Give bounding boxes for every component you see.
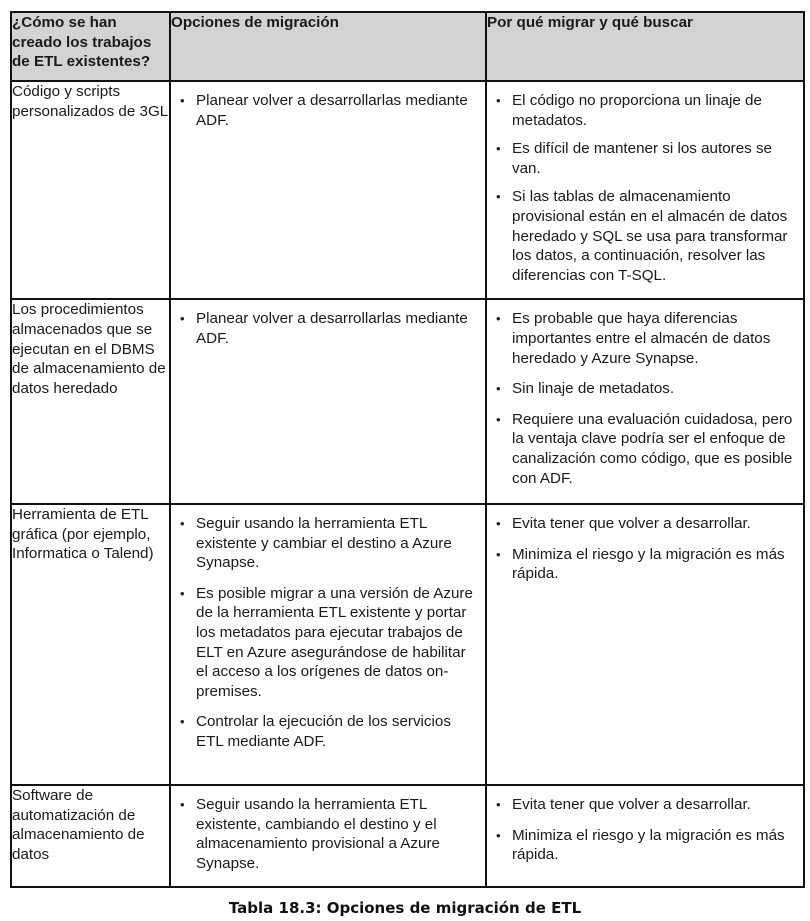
etl-migration-table <box>10 11 805 888</box>
bullet-item: • Si las tablas de almacenamiento provisional están en el almacén de datos heredado y SQL se usa para transformar los datos, a continuación, resolver las diferencias con T-SQL. <box>495 187 795 285</box>
source-cell: Software de automatización de almacenamiento de datos <box>11 785 170 887</box>
table-row <box>11 504 804 785</box>
reasons-cell <box>486 785 804 887</box>
table-row <box>11 299 804 504</box>
bullet-item: • Seguir usando la herramienta ETL existente y cambiar el destino a Azure Synapse. <box>179 514 477 573</box>
source-cell: Los procedimientos almacenados que se ejecutan en el DBMS de almacenamiento de datos heredado <box>11 299 170 504</box>
bullet-item: • Evita tener que volver a desarrollar. <box>495 514 795 534</box>
bullet-item: • Es probable que haya diferencias importantes entre el almacén de datos heredado y Azure Synapse. <box>495 309 795 368</box>
bullet-item: • Minimiza el riesgo y la migración es más rápida. <box>495 545 795 584</box>
table-row <box>11 785 804 887</box>
header-reasons: Por qué migrar y qué buscar <box>486 12 804 81</box>
reasons-cell <box>486 81 804 299</box>
bullet-item: • Es difícil de mantener si los autores se van. <box>495 139 795 178</box>
reasons-cell <box>486 504 804 785</box>
bullet-item: • Planear volver a desarrollarlas mediante ADF. <box>179 309 477 348</box>
bullet-item: • Seguir usando la herramienta ETL existente, cambiando el destino y el almacenamiento provisional a Azure Synapse. <box>179 795 477 873</box>
bullet-item: • Sin linaje de metadatos. <box>495 379 795 399</box>
options-cell <box>170 785 486 887</box>
bullet-item: • Minimiza el riesgo y la migración es más rápida. <box>495 826 795 865</box>
header-source: ¿Cómo se han creado los trabajos de ETL existentes? <box>11 12 170 81</box>
reasons-cell <box>486 299 804 504</box>
bullet-item: • Evita tener que volver a desarrollar. <box>495 795 795 815</box>
bullet-item: • Planear volver a desarrollarlas mediante ADF. <box>179 91 477 130</box>
bullet-item: • Controlar la ejecución de los servicios ETL mediante ADF. <box>179 712 477 751</box>
source-cell: Código y scripts personalizados de 3GL <box>11 81 170 299</box>
bullet-item: • Es posible migrar a una versión de Azure de la herramienta ETL existente y portar los metadatos para ejecutar trabajos de ELT en Azure asegurándose de habilitar el acceso a los orígenes de datos on-premises. <box>179 584 477 702</box>
header-options: Opciones de migración <box>170 12 486 81</box>
bullet-item: • Requiere una evaluación cuidadosa, pero la ventaja clave podría ser el enfoque de canalización como código, que es posible con ADF. <box>495 410 795 488</box>
bullet-item: • El código no proporciona un linaje de metadatos. <box>495 91 795 130</box>
source-cell: Herramienta de ETL gráfica (por ejemplo, Informatica o Talend) <box>11 504 170 785</box>
table-caption: Tabla 18.3: Opciones de migración de ETL <box>228 899 582 917</box>
options-cell <box>170 504 486 785</box>
header-row <box>11 12 804 81</box>
options-cell <box>170 81 486 299</box>
options-cell <box>170 299 486 504</box>
table-row <box>11 81 804 299</box>
